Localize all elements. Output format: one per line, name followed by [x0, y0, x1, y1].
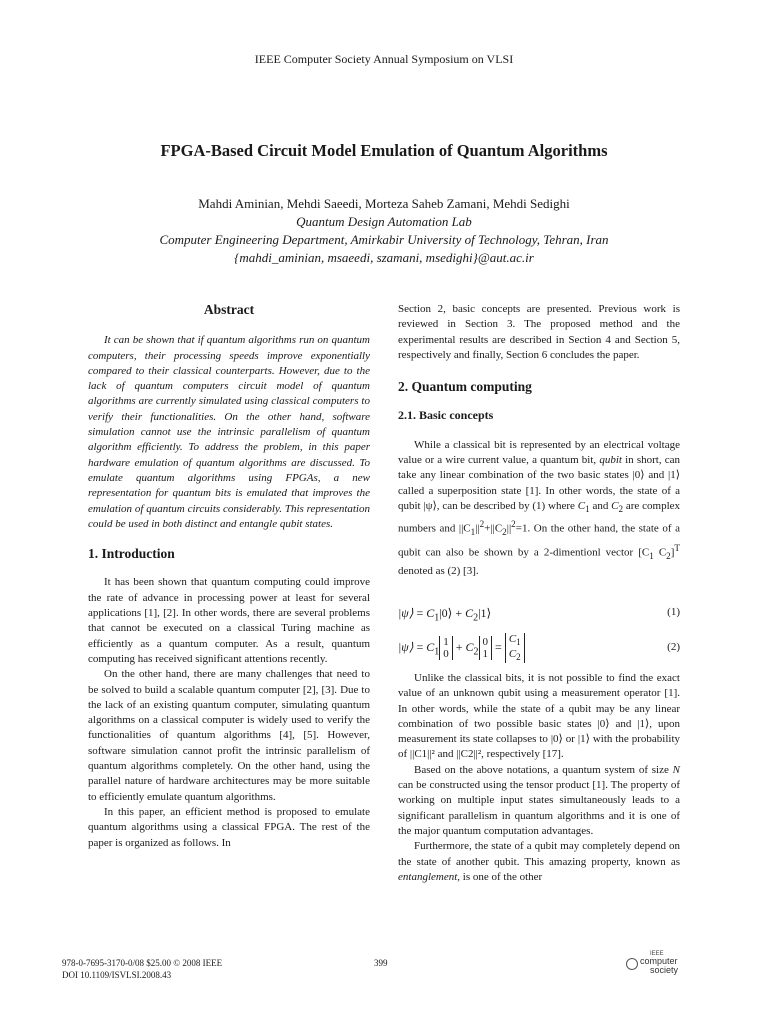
intro-paragraph-2: On the other hand, there are many challenges that need to be solved to build a scalable quantum computer [2], [3]. Due to the lack of an existing quantum computer, simulating quantum algorithms on a classical computer is widely used to verify the functionalities of quantum algorithms [4], [5]. However, software simulation cannot profit the intrinsic parallelism of quantum algorithms completely. On the other hand, using the parallel nature of hardware architectures may be more suitable to efficiently emulate quantum algorithms.: [88, 668, 370, 803]
right-column-bottom: [398, 671, 680, 885]
section-2-heading: 2. Quantum computing: [398, 379, 532, 395]
logo-circle-icon: [626, 958, 638, 970]
left-column: [88, 302, 370, 851]
equation-1-number: (1): [667, 606, 680, 618]
authors: Mahdi Aminian, Mehdi Saeedi, Morteza Saheb Zamani, Mehdi Sedighi: [198, 196, 570, 211]
intro-paragraph-3: In this paper, an efficient method is proposed to emulate quantum algorithms using a classical FPGA. The rest of the paper is organized as follows. In: [88, 805, 370, 849]
footer-isbn: 978-0-7695-3170-0/08 $25.00 © 2008 IEEE: [62, 958, 223, 968]
equation-2: |ψ⟩ = $C_11$ $0 + C_20$ $1 = C_1$ $C_2$ (2): [398, 633, 680, 663]
intro-paragraph-1: It has been shown that quantum computing could improve the rate of advance in processing power at least for several applications [1], [2]. In other words, there are several problems that cannot be executed on a classical Turing machine as efficiently as a quantum computer. As a result, quantum computing has received significant attentions recently.: [88, 576, 370, 665]
intro-heading: 1. Introduction: [88, 546, 175, 562]
abstract-heading: Abstract: [203, 302, 255, 317]
equation-2-number: (2): [667, 641, 680, 653]
page-number: 399: [374, 958, 388, 968]
basic-concepts-paragraph-1: While a classical bit is represented by an electrical voltage value or a wire current value, a quantum bit, qubit in short, can take any linear combination of the two basic states |0⟩ and |1⟩ called a superposition state [1]. In other words, the state of a qubit |ψ⟩, can be described by (1) where $C_1$ and $C_2$ are complex numbers and $||C_1||^2+||C_2||^2=1$. On the other hand, the state of a qubit can also be shown by a 2-dimentionl vector [$C_1$ $C_2]^T$ denoted as (2) [3].: [398, 438, 681, 577]
section-2-1-heading: 2.1. Basic concepts: [398, 408, 494, 423]
affiliation-department: Computer Engineering Department, Amirkabir University of Technology, Tehran, Iran: [159, 232, 609, 247]
abstract-text: It can be shown that if quantum algorithms run on quantum computers, their processing speeds improve exponentially compared to their classical counterparts. However, due to the lack of quantum computers circuit model of quantum algorithms are currently simulated using classical computers to verify their functionalities. On the other hand, software simulation cannot use the intrinsic parallelism of quantum algorithm efficiently. To address the problem, in this paper hardware emulation of quantum algorithms are discussed. To emulate quantum algorithms using FPGAs, a new representation for quantum bits is emulated that improves the emulation of quantum circuits considerably. This representation could be used in both distinct and entangle qubit states.: [88, 334, 370, 530]
section-overview-paragraph: Section 2, basic concepts are presented. Previous work is reviewed in Section 3. The proposed method and the experimental results are described in Section 4 and Section 5, respectively and finally, Section 6 concludes the paper.: [398, 303, 680, 361]
entanglement-term: entanglement: [398, 870, 458, 883]
qubit-term: qubit: [599, 454, 622, 467]
author-emails: {mahdi_aminian, msaeedi, szamani, msedighi}@aut.ac.ir: [234, 250, 534, 265]
affiliation-lab: Quantum Design Automation Lab: [296, 214, 472, 229]
basic-concepts-paragraph-2: Unlike the classical bits, it is not possible to find the exact value of an unknown qubit using a measurement operator [1]. In other words, while the state of a qubit may be any linear combination of two possible basic states |0⟩ and |1⟩, upon measurement its state collapses to |0⟩ or |1⟩ with the probability of ||C1||² and ||C2||², respectively [17].: [398, 672, 680, 761]
right-column-top: [398, 302, 680, 579]
footer-doi: DOI 10.1109/ISVLSI.2008.43: [62, 970, 172, 980]
ieee-computer-society-logo: IEEE computer society: [626, 951, 684, 977]
paper-title: FPGA-Based Circuit Model Emulation of Quantum Algorithms: [160, 141, 608, 160]
equation-1: |ψ⟩ = $C_1|0⟩$ + $C_2|1⟩$ (1): [398, 606, 680, 624]
basic-concepts-paragraph-3: Based on the above notations, a quantum system of size N can be constructed using the tensor product [1]. The property of working on multiple input states simultaneously leads to a significant parallelism in quantum algorithms and it is one of the major quantum computation advantages.: [398, 763, 680, 837]
basic-concepts-paragraph-4: Furthermore, the state of a qubit may completely depend on the state of another qubit. This amazing property, known as entanglement, is one of the other: [398, 840, 680, 883]
conference-header: IEEE Computer Society Annual Symposium on VLSI: [254, 52, 514, 66]
